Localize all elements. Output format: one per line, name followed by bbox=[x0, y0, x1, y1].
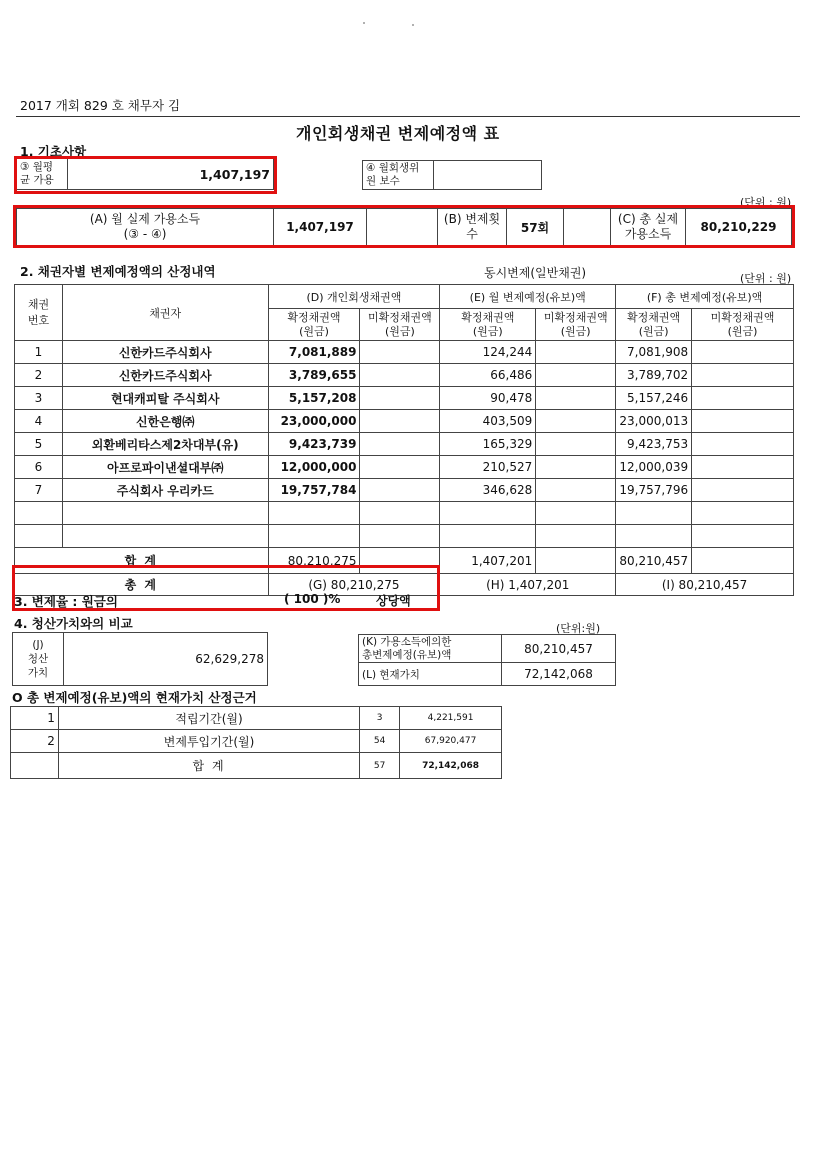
sub-confirmed-line1: 확정채권액 bbox=[627, 310, 681, 324]
subtotal-E: 1,407,201 bbox=[440, 548, 536, 574]
monthly-confirmed: 90,478 bbox=[440, 387, 536, 410]
table-row bbox=[15, 364, 794, 387]
claim-unconfirmed bbox=[360, 502, 440, 525]
pv-total-row bbox=[11, 753, 502, 779]
sub-header-F-confirmed bbox=[616, 309, 692, 341]
claim-confirmed: 5,157,208 bbox=[268, 387, 360, 410]
creditor-name: 현대캐피탈 주식회사 bbox=[62, 387, 268, 410]
creditor-no: 3 bbox=[15, 387, 63, 410]
table-row bbox=[15, 387, 794, 410]
monthly-confirmed: 210,527 bbox=[440, 456, 536, 479]
C-label-line2: 가용소득 bbox=[624, 227, 672, 241]
total-unconfirmed bbox=[692, 456, 794, 479]
sub-confirmed-line2: (원금) bbox=[472, 324, 503, 338]
table-row bbox=[15, 525, 794, 548]
present-value-basis-table bbox=[10, 706, 502, 779]
creditor-name bbox=[62, 525, 268, 548]
A-label-line1: (A) 월 실제 가용소득 bbox=[89, 212, 201, 226]
pv-total-months: 57 bbox=[360, 753, 400, 779]
monthly-unconfirmed bbox=[536, 502, 616, 525]
scan-speck bbox=[412, 24, 414, 26]
section2-unit: (단위 : 원) bbox=[740, 272, 792, 285]
grand-total-G: (G) 80,210,275 bbox=[268, 574, 440, 596]
subtotal-F-unconfirmed bbox=[692, 548, 794, 574]
item3-label-line2: 균 가용 bbox=[20, 174, 54, 186]
J-value: 62,629,278 bbox=[64, 633, 268, 686]
sub-confirmed-line2: (원금) bbox=[299, 324, 329, 338]
subtotal-D: 80,210,275 bbox=[268, 548, 360, 574]
sub-unconfirmed-line2: (원금) bbox=[384, 324, 415, 338]
B-blank bbox=[564, 209, 611, 246]
total-confirmed: 9,423,753 bbox=[616, 433, 692, 456]
pv-row-no: 2 bbox=[11, 730, 59, 753]
creditor-no: 7 bbox=[15, 479, 63, 502]
C-value: 80,210,229 bbox=[686, 209, 792, 246]
repayment-rate-suffix: 상당액 bbox=[376, 594, 411, 608]
J-label-line2: 청산 bbox=[27, 653, 49, 665]
A-value: 1,407,197 bbox=[274, 209, 367, 246]
creditor-name: 외환베리타스제2차대부(유) bbox=[62, 433, 268, 456]
B-value: 57회 bbox=[507, 209, 564, 246]
monthly-unconfirmed bbox=[536, 410, 616, 433]
monthly-confirmed: 165,329 bbox=[440, 433, 536, 456]
sub-header-E-confirmed bbox=[440, 309, 536, 341]
claim-unconfirmed bbox=[360, 456, 440, 479]
claim-confirmed: 19,757,784 bbox=[268, 479, 360, 502]
total-unconfirmed bbox=[692, 525, 794, 548]
creditor-name: 신한카드주식회사 bbox=[62, 341, 268, 364]
sub-header-D-unconfirmed bbox=[360, 309, 440, 341]
L-value: 72,142,068 bbox=[502, 663, 616, 686]
pv-row-months: 3 bbox=[360, 707, 400, 730]
sub-unconfirmed-line2: (원금) bbox=[727, 324, 758, 338]
sub-unconfirmed-line1: 미확정채권액 bbox=[368, 310, 432, 324]
page-title: 개인회생채권 변제예정액 표 bbox=[296, 124, 500, 143]
scan-speck bbox=[363, 22, 365, 24]
monthly-unconfirmed bbox=[536, 341, 616, 364]
col-no-line1: 채권 bbox=[27, 297, 50, 311]
group-header-F: (F) 총 변제예정(유보)액 bbox=[616, 285, 794, 309]
monthly-confirmed: 124,244 bbox=[440, 341, 536, 364]
creditor-no: 1 bbox=[15, 341, 63, 364]
creditor-no: 4 bbox=[15, 410, 63, 433]
pv-total-amount: 72,142,068 bbox=[400, 753, 502, 779]
monthly-unconfirmed bbox=[536, 433, 616, 456]
subtotal-E-unconfirmed bbox=[536, 548, 616, 574]
creditor-no bbox=[15, 502, 63, 525]
monthly-confirmed: 403,509 bbox=[440, 410, 536, 433]
monthly-confirmed bbox=[440, 525, 536, 548]
creditor-name: 신한은행㈜ bbox=[62, 410, 268, 433]
present-value-basis-heading: O 총 변제예정(유보)액의 현재가치 산정근거 bbox=[12, 690, 257, 705]
item3-label-line1: ③ 월평 bbox=[20, 161, 54, 173]
repayment-rate-prefix: 3. 변제율 : 원금의 bbox=[14, 594, 118, 609]
K-value: 80,210,457 bbox=[502, 635, 616, 663]
col-header-creditor: 채권자 bbox=[62, 285, 268, 341]
total-confirmed: 3,789,702 bbox=[616, 364, 692, 387]
total-confirmed: 7,081,908 bbox=[616, 341, 692, 364]
claim-confirmed bbox=[268, 525, 360, 548]
J-label bbox=[13, 633, 64, 686]
grand-total-label: 총 계 bbox=[15, 574, 269, 596]
creditor-no: 6 bbox=[15, 456, 63, 479]
total-unconfirmed bbox=[692, 341, 794, 364]
monthly-unconfirmed bbox=[536, 364, 616, 387]
A-label-line2: (③ - ④) bbox=[123, 227, 167, 241]
item3-value: 1,407,197 bbox=[68, 159, 274, 190]
case-number-line: 2017 개회 829 호 채무자 김 bbox=[20, 98, 181, 113]
claim-unconfirmed bbox=[360, 341, 440, 364]
section2-subtitle: 동시변제(일반채권) bbox=[484, 266, 587, 280]
creditor-no: 5 bbox=[15, 433, 63, 456]
K-label-line2: 총변제예정(유보)액 bbox=[362, 648, 452, 661]
K-label bbox=[359, 635, 502, 663]
col-header-no bbox=[15, 285, 63, 341]
creditor-rows bbox=[15, 341, 794, 548]
claim-unconfirmed bbox=[360, 364, 440, 387]
section4-heading: 4. 청산가치와의 비교 bbox=[14, 616, 133, 631]
sub-confirmed-line1: 확정채권액 bbox=[461, 310, 515, 324]
total-unconfirmed bbox=[692, 502, 794, 525]
table-row bbox=[15, 502, 794, 525]
total-unconfirmed bbox=[692, 433, 794, 456]
claim-unconfirmed bbox=[360, 410, 440, 433]
group-header-E: (E) 월 변제예정(유보)액 bbox=[440, 285, 616, 309]
group-header-D: (D) 개인회생채권액 bbox=[268, 285, 440, 309]
creditor-name: 아프로파이낸셜대부㈜ bbox=[62, 456, 268, 479]
table-row bbox=[15, 433, 794, 456]
grand-total-H: (H) 1,407,201 bbox=[440, 574, 616, 596]
claim-confirmed: 9,423,739 bbox=[268, 433, 360, 456]
section1-unit: (단위 : 원) bbox=[740, 196, 792, 209]
col-no-line2: 번호 bbox=[27, 313, 50, 327]
pv-total-label: 합 계 bbox=[58, 753, 359, 779]
claim-confirmed bbox=[268, 502, 360, 525]
total-unconfirmed bbox=[692, 479, 794, 502]
pv-row-amount: 67,920,477 bbox=[400, 730, 502, 753]
pv-row-label: 적립기간(월) bbox=[58, 707, 359, 730]
repayment-rate-value: ( 100 )% bbox=[284, 592, 341, 606]
item4-label bbox=[363, 161, 434, 190]
item4-label-line1: ④ 월회생위 bbox=[366, 162, 420, 174]
claim-unconfirmed bbox=[360, 433, 440, 456]
sub-unconfirmed-line1: 미확정채권액 bbox=[543, 310, 608, 324]
total-confirmed: 23,000,013 bbox=[616, 410, 692, 433]
sub-header-F-unconfirmed bbox=[692, 309, 794, 341]
subtotal-D-unconfirmed bbox=[360, 548, 440, 574]
subtotal-label: 합 계 bbox=[15, 548, 269, 574]
item4-value bbox=[434, 161, 542, 190]
monthly-unconfirmed bbox=[536, 525, 616, 548]
header-rule bbox=[16, 116, 800, 117]
monthly-unconfirmed bbox=[536, 387, 616, 410]
total-confirmed: 12,000,039 bbox=[616, 456, 692, 479]
pv-row-months: 54 bbox=[360, 730, 400, 753]
sub-header-D-confirmed bbox=[268, 309, 360, 341]
total-unconfirmed bbox=[692, 364, 794, 387]
sub-confirmed-line2: (원금) bbox=[638, 324, 669, 338]
section2-heading: 2. 채권자별 변제예정액의 산정내역 bbox=[20, 264, 216, 279]
A-blank bbox=[367, 209, 438, 246]
subtotal-F: 80,210,457 bbox=[616, 548, 692, 574]
pv-row-amount: 4,221,591 bbox=[400, 707, 502, 730]
A-label bbox=[17, 209, 274, 246]
creditor-no: 2 bbox=[15, 364, 63, 387]
J-label-line3: 가치 bbox=[27, 667, 49, 679]
table-row bbox=[15, 410, 794, 433]
claim-unconfirmed bbox=[360, 479, 440, 502]
monthly-confirmed bbox=[440, 502, 536, 525]
creditor-name bbox=[62, 502, 268, 525]
table-row bbox=[15, 456, 794, 479]
sub-confirmed-line1: 확정채권액 bbox=[287, 310, 341, 324]
sub-header-E-unconfirmed bbox=[536, 309, 616, 341]
pv-row-no: 1 bbox=[11, 707, 59, 730]
section4-unit: (단위:원) bbox=[556, 622, 601, 635]
monthly-unconfirmed bbox=[536, 456, 616, 479]
monthly-unconfirmed bbox=[536, 479, 616, 502]
item3-label bbox=[17, 159, 68, 190]
total-confirmed: 5,157,246 bbox=[616, 387, 692, 410]
present-value-rows bbox=[11, 707, 502, 753]
sub-unconfirmed-line2: (원금) bbox=[560, 324, 591, 338]
subtotal-row bbox=[15, 548, 794, 574]
monthly-average-income-table bbox=[16, 158, 274, 190]
B-label-line2: 수 bbox=[466, 227, 478, 241]
item4-label-line2: 원 보수 bbox=[366, 175, 400, 187]
section1-heading: 1. 기초사항 bbox=[20, 144, 87, 159]
creditor-no bbox=[15, 525, 63, 548]
pv-row-label: 변제투입기간(월) bbox=[58, 730, 359, 753]
creditor-name: 주식회사 우리카드 bbox=[62, 479, 268, 502]
claim-confirmed: 7,081,889 bbox=[268, 341, 360, 364]
sub-unconfirmed-line1: 미확정채권액 bbox=[710, 310, 775, 324]
C-label-line1: (C) 총 실제 bbox=[617, 212, 679, 226]
J-label-line1: (J) bbox=[32, 639, 44, 651]
available-income-table bbox=[16, 208, 792, 246]
total-confirmed bbox=[616, 502, 692, 525]
list-item bbox=[11, 730, 502, 753]
total-confirmed: 19,757,796 bbox=[616, 479, 692, 502]
present-value-table bbox=[358, 634, 616, 686]
claim-confirmed: 3,789,655 bbox=[268, 364, 360, 387]
B-label-line1: (B) 변제횟 bbox=[443, 212, 501, 226]
grand-total-I: (I) 80,210,457 bbox=[616, 574, 794, 596]
liquidation-value-table bbox=[12, 632, 268, 686]
list-item bbox=[11, 707, 502, 730]
table-row bbox=[15, 479, 794, 502]
L-label: (L) 현재가치 bbox=[359, 663, 502, 686]
B-label bbox=[438, 209, 507, 246]
monthly-confirmed: 66,486 bbox=[440, 364, 536, 387]
total-unconfirmed bbox=[692, 410, 794, 433]
total-confirmed bbox=[616, 525, 692, 548]
creditor-name: 신한카드주식회사 bbox=[62, 364, 268, 387]
claim-confirmed: 12,000,000 bbox=[268, 456, 360, 479]
K-label-line1: (K) 가용소득에의한 bbox=[362, 635, 452, 648]
pv-total-no bbox=[11, 753, 59, 779]
claim-unconfirmed bbox=[360, 387, 440, 410]
monthly-confirmed: 346,628 bbox=[440, 479, 536, 502]
claim-unconfirmed bbox=[360, 525, 440, 548]
C-label bbox=[611, 209, 686, 246]
claim-confirmed: 23,000,000 bbox=[268, 410, 360, 433]
trustee-fee-table bbox=[362, 160, 542, 190]
creditor-repayment-table bbox=[14, 284, 794, 596]
table-row bbox=[15, 341, 794, 364]
total-unconfirmed bbox=[692, 387, 794, 410]
